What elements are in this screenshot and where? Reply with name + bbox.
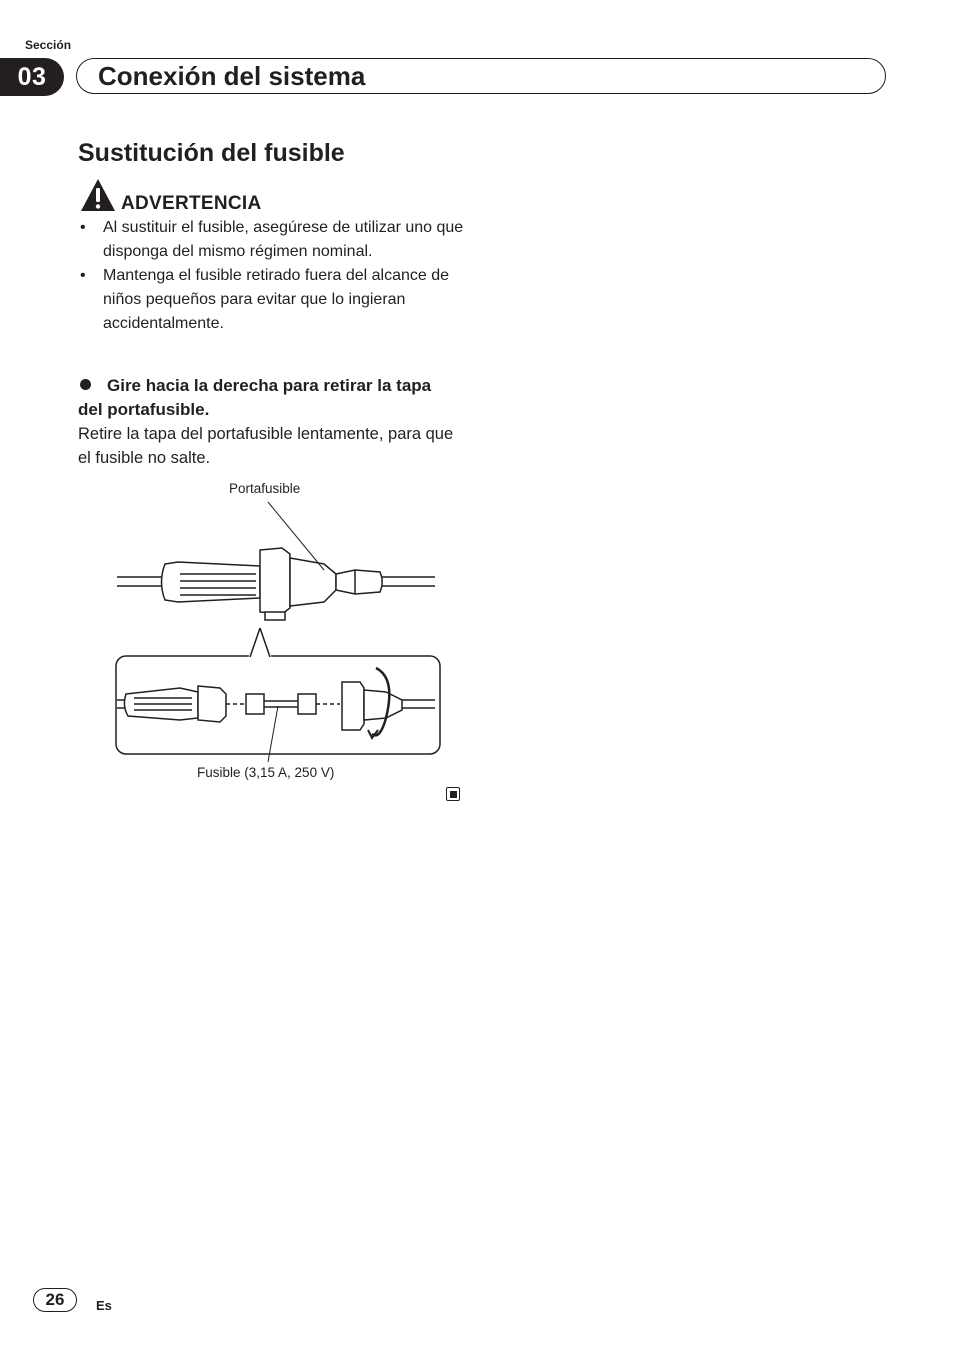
list-item: • Al sustituir el fusible, asegúrese de utilizar uno que disponga del mismo régimen nominal. <box>80 219 464 260</box>
step-heading <box>78 374 458 422</box>
page-number: 26 <box>33 1288 77 1312</box>
language-code: Es <box>96 1298 112 1313</box>
warning-item-text: Mantenga el fusible retirado fuera del alcance de niños pequeños para evitar que lo ingieran accidentalmente. <box>103 267 449 332</box>
warning-triangle-icon <box>80 178 116 212</box>
section-title: Conexión del sistema <box>98 61 366 91</box>
warning-label: ADVERTENCIA <box>121 193 262 214</box>
section-number-badge: 03 <box>0 58 64 96</box>
fuse-holder-label: Portafusible <box>229 481 301 496</box>
list-item: • Mantenga el fusible retirado fuera del alcance de niños pequeños para evitar que lo ingieran accidentalmente. <box>80 267 449 332</box>
assembled-fuse-holder-illustration <box>117 502 435 620</box>
fuse-label: Fusible (3,15 A, 250 V) <box>197 765 335 780</box>
step-title: Gire hacia la derecha para retirar la tapa del portafusible. <box>78 376 432 419</box>
fuse-replacement-diagram <box>110 478 455 788</box>
end-of-section-icon <box>446 787 460 801</box>
section-label: Sección <box>25 38 72 52</box>
page-title: Sustitución del fusible <box>78 139 345 167</box>
step-description: Retire la tapa del portafusible lentamente, para que el fusible no salte. <box>78 425 454 467</box>
warning-list <box>78 216 468 336</box>
bullet-icon <box>80 379 91 390</box>
warning-item-text: Al sustituir el fusible, asegúrese de utilizar uno que disponga del mismo régimen nominal. <box>103 219 464 260</box>
